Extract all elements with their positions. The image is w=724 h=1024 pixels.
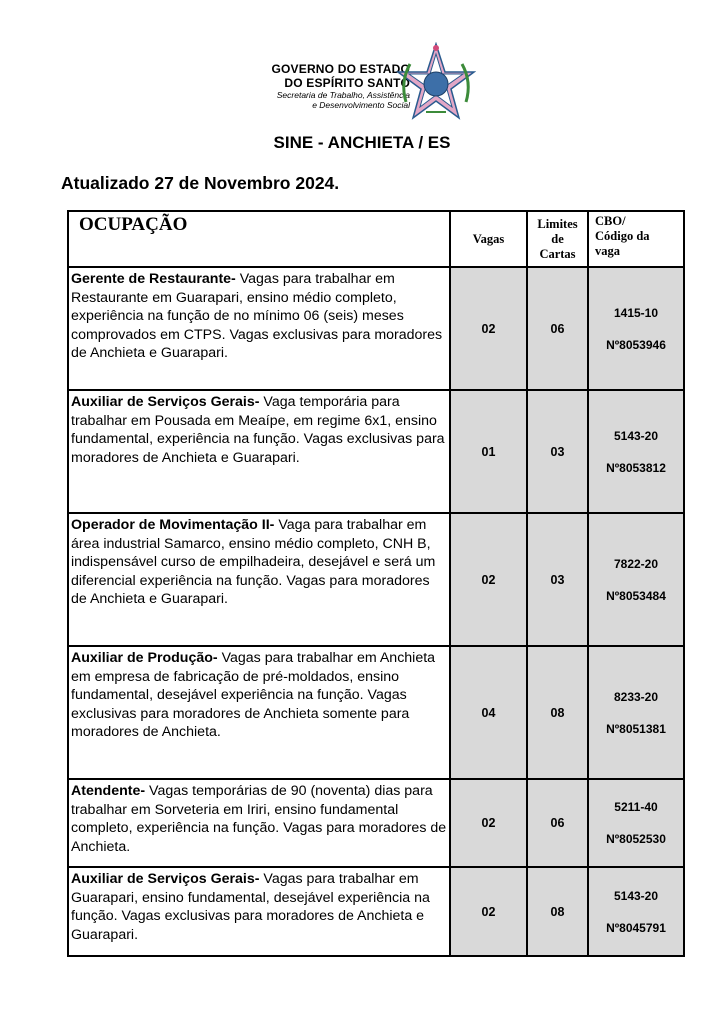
table-header-row (68, 211, 684, 267)
cbo-code: 8233-20 (613, 689, 659, 704)
cbo-code: 5143-20 (613, 888, 659, 903)
cbo-code: 5211-40 (614, 800, 658, 814)
cbo-code: 7822-20 (613, 556, 659, 571)
logo-line-4: e Desenvolvimento Social (312, 100, 410, 110)
limite-cartas-cell: 03 (527, 390, 588, 513)
vaga-code: Nº8053484 (606, 588, 666, 603)
job-details: Vagas para trabalhar em Anchieta em empresa de fabricação de pré-moldados, ensino fundamental, desejável experiência na função. Vagas exclusivas para moradores de Anchieta somente para moradores de Anchieta. (71, 650, 436, 740)
spacer (589, 572, 683, 588)
table-row (68, 390, 684, 513)
job-description (68, 267, 450, 390)
table-row (68, 267, 684, 390)
column-header-ocupacao: OCUPAÇÃO (68, 211, 450, 267)
vaga-code: Nº8052530 (606, 832, 666, 846)
job-title: Atendente- (71, 783, 146, 799)
job-openings-table (67, 210, 685, 957)
column-header-cbo-line-3: vaga (595, 244, 620, 258)
job-details: Vagas para trabalhar em Restaurante em Guarapari, ensino médio completo, experiência na função de no mínimo 06 (seis) meses comprovados em CTPS. Vagas exclusivas para moradores de Anchieta e Guarapari. (71, 271, 443, 361)
table-row (68, 779, 684, 867)
column-header-cbo-line-2: Código da (595, 229, 650, 243)
column-header-limites-line-3: Cartas (539, 246, 576, 261)
column-header-limites-line-2: de (551, 231, 564, 246)
vaga-code: Nº8053812 (606, 460, 666, 475)
spacer (589, 815, 683, 831)
vagas-cell: 02 (450, 779, 527, 867)
logo-line-1: GOVERNO DO ESTADO (271, 62, 410, 76)
column-header-cbo (588, 211, 684, 267)
job-title: Auxiliar de Produção- (71, 650, 218, 666)
column-header-limites-line-1: Limites (537, 216, 578, 231)
spacer (589, 321, 683, 337)
job-description (68, 390, 450, 513)
cbo-cell (588, 267, 684, 390)
job-description (68, 779, 450, 867)
cbo-cell (588, 513, 684, 646)
vaga-code: Nº8051381 (606, 721, 666, 736)
column-header-vagas: Vagas (450, 211, 527, 267)
updated-date: Atualizado 27 de Novembro 2024. (61, 173, 340, 193)
state-seal-icon (396, 42, 476, 122)
vagas-cell: 02 (450, 267, 527, 390)
limite-cartas-cell: 08 (527, 867, 588, 956)
cbo-code: 1415-10 (613, 305, 659, 320)
column-header-cbo-line-1: CBO/ (595, 214, 626, 228)
cbo-cell (588, 867, 684, 956)
vagas-cell: 04 (450, 646, 527, 779)
vagas-cell: 01 (450, 390, 527, 513)
job-description (68, 513, 450, 646)
vaga-code: Nº8053946 (606, 337, 666, 352)
job-title: Gerente de Restaurante- (71, 271, 236, 287)
vagas-cell: 02 (450, 867, 527, 956)
cbo-code: 5143-20 (613, 428, 659, 443)
column-header-limites (527, 211, 588, 267)
limite-cartas-cell: 08 (527, 646, 588, 779)
job-description (68, 867, 450, 956)
page-title: SINE - ANCHIETA / ES (273, 133, 451, 152)
table-row (68, 867, 684, 956)
cbo-cell (588, 390, 684, 513)
job-title: Operador de Movimentação II- (71, 517, 275, 533)
table-row (68, 646, 684, 779)
vagas-cell: 02 (450, 513, 527, 646)
logo-line-3: Secretaria de Trabalho, Assistência (276, 90, 410, 100)
limite-cartas-cell: 03 (527, 513, 588, 646)
cbo-cell (588, 779, 684, 867)
job-details: Vaga temporária para trabalhar em Pousada em Meaípe, em regime 6x1, ensino fundamental, experiência na função. Vagas exclusivas para moradores de Anchieta e Guarapari. (71, 394, 445, 466)
table-row (68, 513, 684, 646)
job-details: Vaga para trabalhar em área industrial Samarco, ensino médio completo, CNH B, indispensável curso de empilhadeira, desejável e será um diferencial experiência na função. Vagas para moradores de Anchieta e Guarapari. (71, 517, 436, 607)
job-title: Auxiliar de Serviços Gerais- (71, 871, 260, 887)
job-description (68, 646, 450, 779)
vaga-code: Nº8045791 (606, 920, 666, 935)
limite-cartas-cell: 06 (527, 779, 588, 867)
spacer (589, 904, 683, 920)
job-title: Auxiliar de Serviços Gerais- (71, 394, 260, 410)
spacer (589, 444, 683, 460)
limite-cartas-cell: 06 (527, 267, 588, 390)
job-details: Vagas temporárias de 90 (noventa) dias para trabalhar em Sorveteria em Iriri, ensino fundamental completo, experiência na função. Vagas para moradores de Anchieta. (71, 783, 447, 855)
logo-line-2: DO ESPÍRITO SANTO (284, 76, 410, 90)
government-logo (250, 42, 480, 122)
job-details: Vagas para trabalhar em Guarapari, ensino fundamental, desejável experiência na função. Vagas exclusivas para moradores de Anchieta e Guarapari. (71, 871, 430, 943)
cbo-cell (588, 646, 684, 779)
spacer (589, 705, 683, 721)
logo-text (250, 62, 410, 110)
